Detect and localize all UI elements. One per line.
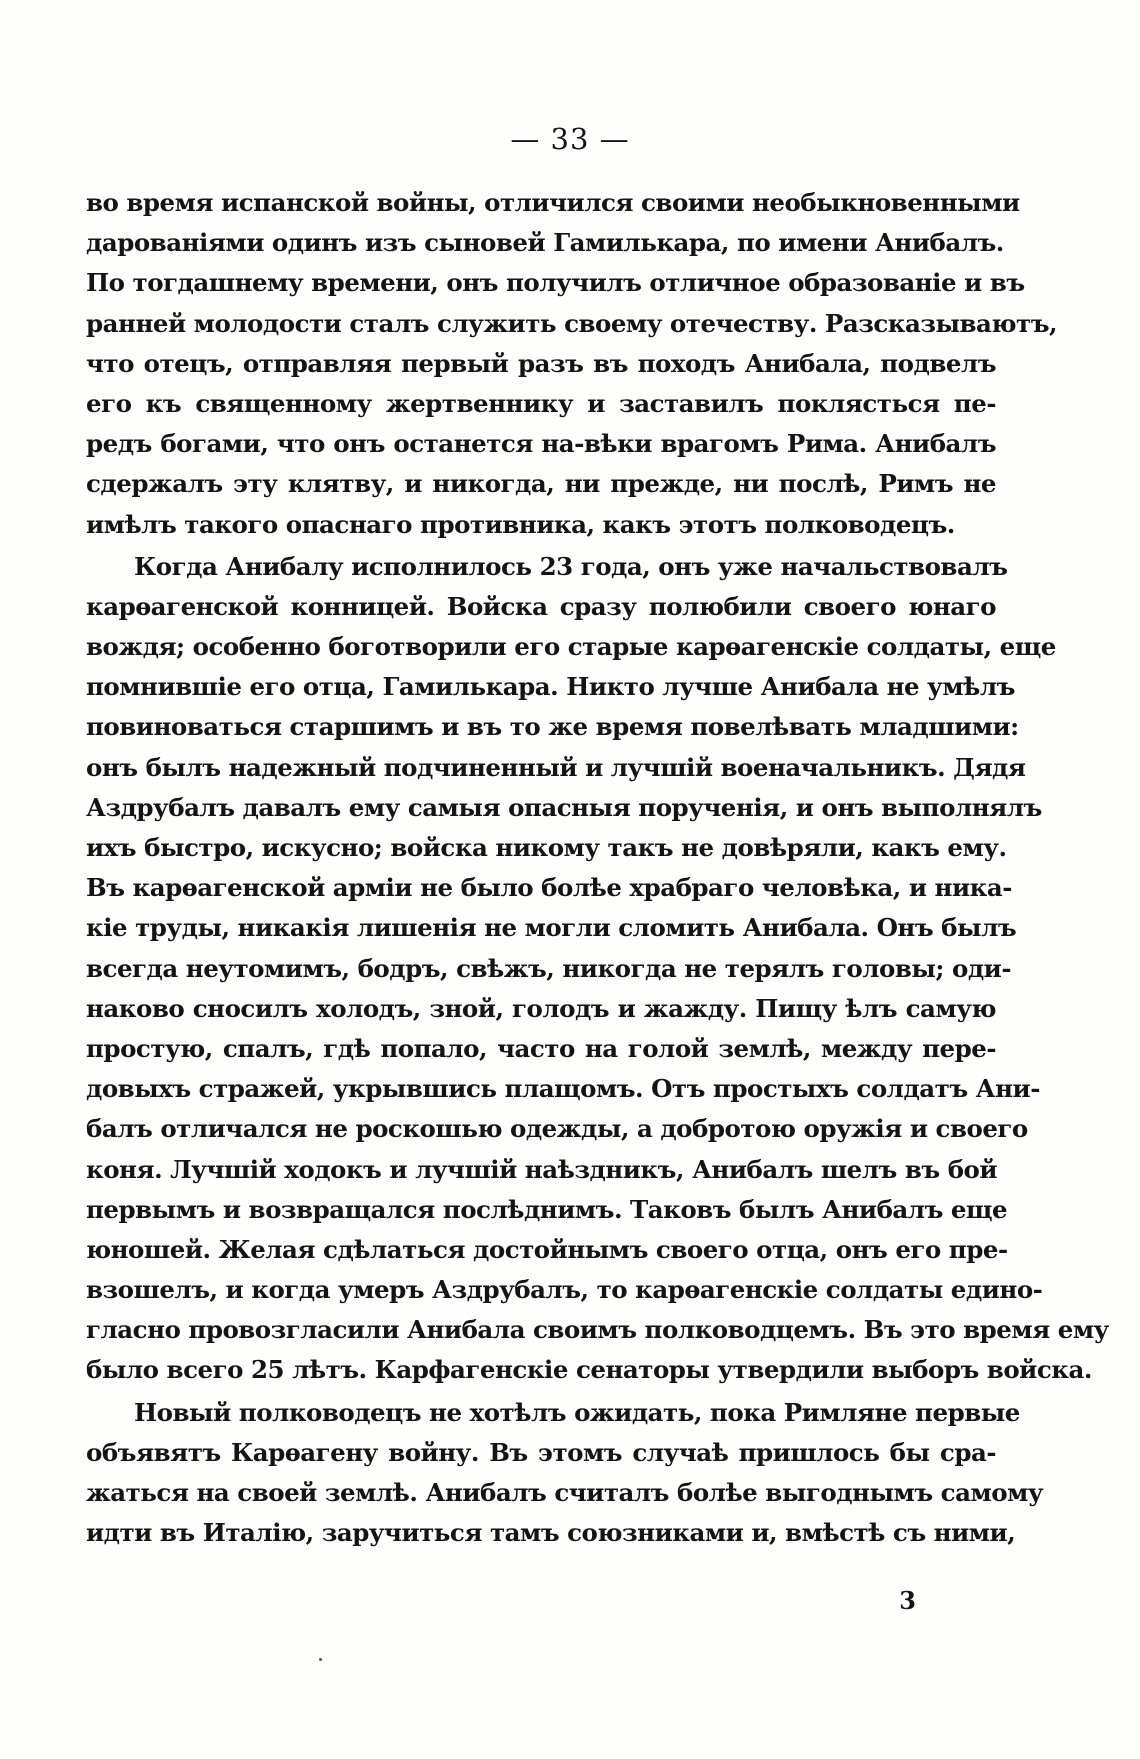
text-line: юношей. Желая сдѣлаться достойнымъ своего отца, онъ его пре- bbox=[86, 1234, 1008, 1264]
text-line: вождя; особенно боготворили его старые карѳагенскіе солдаты, еще bbox=[86, 632, 1056, 662]
text-line: его къ священному жертвеннику и заставилъ поклясться пе- bbox=[86, 388, 996, 418]
paragraph-3 bbox=[86, 1393, 1044, 1554]
text-line: кіе труды, никакія лишенія не могли сломить Анибала. Онъ былъ bbox=[86, 913, 1017, 943]
text-line: балъ отличался не роскошью одежды, а добротою оружія и своего bbox=[86, 1114, 1028, 1144]
text-line: дарованіями одинъ изъ сыновей Гамилькара, по имени Анибалъ. bbox=[86, 228, 1004, 258]
text-line: ранней молодости сталъ служить своему отечеству. Разсказываютъ, bbox=[86, 308, 1058, 338]
page-number-header: — 33 — bbox=[510, 122, 630, 156]
text-line: редъ богами, что онъ останется на-вѣки врагомъ Рима. Анибалъ bbox=[86, 429, 996, 459]
text-line: что отецъ, отправляя первый разъ въ походъ Анибала, подвелъ bbox=[86, 348, 996, 378]
text-line: жаться на своей землѣ. Анибалъ считалъ болѣе выгоднымъ самому bbox=[86, 1478, 1044, 1507]
text-line: гласно провозгласили Анибала своимъ полководцемъ. Въ это время ему bbox=[86, 1315, 1109, 1345]
text-line: Когда Анибалу исполнилось 23 года, онъ уже начальствовалъ bbox=[134, 551, 1008, 581]
text-line: всегда неутомимъ, бодръ, свѣжъ, никогда не терялъ головы; оди- bbox=[86, 953, 1012, 983]
text-line: онъ былъ надежный подчиненный и лучшій военачальникъ. Дядя bbox=[86, 752, 1026, 782]
text-line: идти въ Италію, заручиться тамъ союзниками и, вмѣстѣ съ ними, bbox=[86, 1518, 1016, 1548]
text-line: простую, спалъ, гдѣ попало, часто на голой землѣ, между пере- bbox=[86, 1033, 996, 1063]
text-line: Аздрубалъ давалъ ему самыя опасныя порученія, и онъ выполнялъ bbox=[86, 792, 1042, 822]
text-line: первымъ и возвращался послѣднимъ. Таковъ былъ Анибалъ еще bbox=[86, 1194, 1008, 1224]
text-line: Въ карѳагенской арміи не было болѣе храбраго человѣка, и ника- bbox=[86, 873, 1012, 903]
text-line: По тогдашнему времени, онъ получилъ отличное образованіе и въ bbox=[86, 268, 1025, 298]
text-line: Новый полководецъ не хотѣлъ ожидать, пока Римляне первые bbox=[134, 1397, 1020, 1427]
text-line: помнившіе его отца, Гамилькара. Никто лучше Анибала не умѣлъ bbox=[86, 672, 1015, 702]
text-line: сдержалъ эту клятву, и никогда, ни прежде, ни послѣ, Римъ не bbox=[86, 469, 996, 499]
text-line: довыхъ стражей, укрывшись плащомъ. Отъ простыхъ солдатъ Ани- bbox=[86, 1074, 1040, 1104]
text-line: было всего 25 лѣтъ. Карфагенскіе сенаторы утвердили выборъ войска. bbox=[86, 1355, 1092, 1385]
text-line: карѳагенской конницей. Войска сразу полюбили своего юнаго bbox=[86, 591, 996, 621]
text-line: ихъ быстро, искусно; войска никому такъ не довѣряли, какъ ему. bbox=[86, 833, 1007, 862]
paper-speck bbox=[319, 1658, 322, 1661]
text-line: имѣлъ такого опаснаго противника, какъ этотъ полководецъ. bbox=[86, 509, 955, 539]
text-line: повиноваться старшимъ и въ то же время повелѣвать младшими: bbox=[86, 712, 1019, 742]
body-text bbox=[86, 183, 1109, 1553]
paragraph-1 bbox=[86, 183, 1058, 545]
text-line: взошелъ, и когда умеръ Аздрубалъ, то карѳагенскіе солдаты едино- bbox=[86, 1275, 1043, 1305]
text-line: коня. Лучшій ходокъ и лучшій наѣздникъ, Анибалъ шелъ въ бой bbox=[86, 1154, 998, 1184]
text-line: наково сносилъ холодъ, зной, голодъ и жажду. Пищу ѣлъ самую bbox=[86, 993, 996, 1023]
text-line: объявятъ Карѳагену войну. Въ этомъ случаѣ пришлось бы сра- bbox=[86, 1437, 996, 1467]
text-line: во время испанской войны, отличился своими необыкновенными bbox=[86, 188, 1020, 217]
signature-mark: 3 bbox=[899, 1586, 916, 1615]
paragraph-2 bbox=[86, 547, 1109, 1391]
